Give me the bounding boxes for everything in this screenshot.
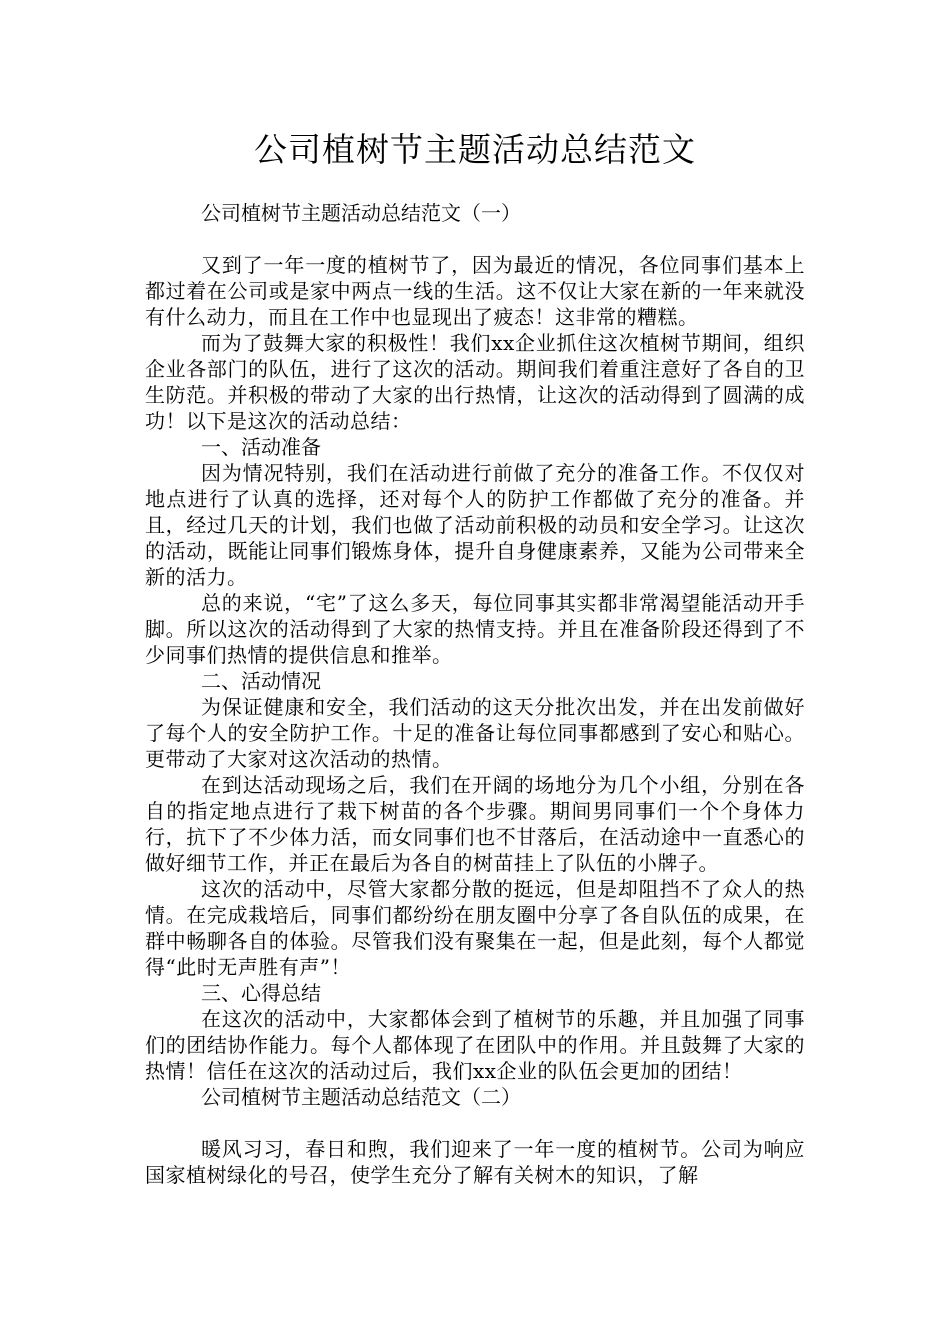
paragraph: 又到了一年一度的植树节了，因为最近的情况，各位同事们基本上都过着在公司或是家中两点一线的生活。这不仅让大家在新的一年来就没有什么动力，而且在工作中也显现出了疲态！这非常的糟糕。: [145, 253, 805, 329]
paragraph: 在到达活动现场之后，我们在开阔的场地分为几个小组，分别在各自的指定地点进行了栽下树苗的各个步骤。期间男同事们一个个身体力行，抗下了不少体力活，而女同事们也不甘落后，在活动途中一直悉心的做好细节工作，并正在最后为各自的树苗挂上了队伍的小牌子。: [145, 773, 805, 875]
paragraph: 而为了鼓舞大家的积极性！我们xx企业抓住这次植树节期间，组织企业各部门的队伍，进行了这次的活动。期间我们着重注意好了各自的卫生防范。并积极的带动了大家的出行热情，让这次的活动得到了圆满的成功！以下是这次的活动总结：: [145, 331, 805, 433]
paragraph: 总的来说，“宅”了这么多天，每位同事其实都非常渴望能活动开手脚。所以这次的活动得到了大家的热情支持。并且在准备阶段还得到了不少同事们热情的提供信息和推举。: [145, 591, 805, 667]
paragraph: 这次的活动中，尽管大家都分散的挺远，但是却阻挡不了众人的热情。在完成栽培后，同事们都纷纷在朋友圈中分享了各自队伍的成果，在群中畅聊各自的体验。尽管我们没有聚集在一起，但是此刻，每个人都觉得“此时无声胜有声”！: [145, 877, 805, 979]
blank-line: [145, 1110, 805, 1136]
paragraph: 在这次的活动中，大家都体会到了植树节的乐趣，并且加强了同事们的团结协作能力。每个人都体现了在团队中的作用。并且鼓舞了大家的热情！信任在这次的活动过后，我们xx企业的队伍会更加的团结！: [145, 1007, 805, 1083]
paragraph: 暖风习习，春日和煦，我们迎来了一年一度的植树节。公司为响应国家植树绿化的号召，使学生充分了解有关树木的知识，了解: [145, 1137, 805, 1187]
document-title: 公司植树节主题活动总结范文: [254, 130, 696, 169]
paragraph: 为保证健康和安全，我们活动的这天分批次出发，并在出发前做好了每个人的安全防护工作。十足的准备让每位同事都感到了安心和贴心。更带动了大家对这次活动的热情。: [145, 695, 805, 771]
section-heading-summary: 三、心得总结: [201, 981, 321, 1005]
part2-heading: 公司植树节主题活动总结范文（二）: [201, 1085, 521, 1109]
part1-heading: 公司植树节主题活动总结范文（一）: [201, 201, 521, 225]
document-page: [145, 128, 805, 1188]
paragraph: 因为情况特别，我们在活动进行前做了充分的准备工作。不仅仅对地点进行了认真的选择，还对每个人的防护工作都做了充分的准备。并且，经过几天的计划，我们也做了活动前积极的动员和安全学习。让这次的活动，既能让同事们锻炼身体，提升自身健康素养，又能为公司带来全新的活力。: [145, 461, 805, 589]
blank-line: [145, 226, 805, 252]
section-heading-preparation: 一、活动准备: [201, 435, 321, 459]
section-heading-situation: 二、活动情况: [201, 669, 321, 693]
